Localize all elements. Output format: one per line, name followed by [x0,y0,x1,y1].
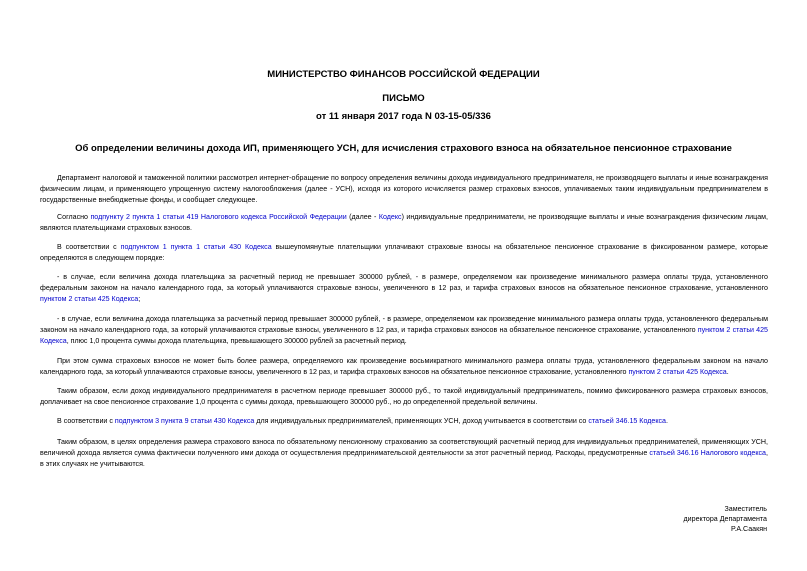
document-title: Об определении величины дохода ИП, применяющего УСН, для исчисления страхового взноса на обязательное пенсионное страхование [75,143,732,154]
paragraph-text: В соответствии с [57,243,121,251]
paragraph-text: вышеупомянутые плательщики уплачивают страховые взносы на обязательное пенсионное страхование в фиксированном размере, которые определяются в следующем порядке: [40,243,768,262]
paragraph-text: . [726,368,729,376]
link-article-425[interactable]: пунктом 2 статьи 425 Кодекса [628,368,727,376]
paragraph-6 [40,356,768,378]
paragraph-text: , в этих случаях не учитываются. [40,449,768,468]
paragraph-3 [40,242,768,264]
paragraph-text: - в случае, если величина дохода плательщика за расчетный период превышает 300000 рублей, - в размере, определяемом как произведение минимального размера оплаты труда, установленного федеральным законом на начало календарного года, за который уплачиваются страховые взносы, увеличенного в 12 раз, и тарифа страховых взносов на обязательное пенсионное страхование, установленного [40,315,768,334]
paragraph-4 [40,272,768,305]
signature-department: директора Департамента [683,515,767,523]
paragraph-text: При этом сумма страховых взносов не может быть более размера, определяемого как произведение восьмикратного минимального размера оплаты труда, установленного федеральным законом на начало календарного года, за который уплачиваются страховые взносы, увеличенного в 12 раз, и тарифа страховых взносов на обязательное пенсионное страхование, установленного [40,357,768,376]
paragraph-text: ; [138,295,141,303]
document-date-number: от 11 января 2017 года N 03-15-05/336 [316,111,491,122]
paragraph-text: В соответствии с [57,417,115,425]
link-article-425[interactable]: пунктом 2 статьи 425 Кодекса [40,295,139,303]
paragraph-text: Департамент налоговой и таможенной политики рассмотрел интернет-обращение по вопросу определения величины дохода индивидуального предпринимателя, не производящего выплаты и иные вознаграждения физическим лицам, и применяющего упрощенную систему налогообложения (далее - УСН), исходя из которого исчисляется размер страховых взносов, уплачиваемых таким индивидуальным предпринимателем в государственные внебюджетные фонды, и сообщает следующее. [40,174,768,204]
link-article-346-15[interactable]: статьей 346.15 Кодекса [588,417,666,425]
paragraph-9 [40,437,768,470]
paragraph-text: Таким образом, в целях определения размера страхового взноса по обязательному пенсионному страхованию за соответствующий расчетный период для индивидуальных предпринимателей, применяющих УСН, величиной дохода является сумма фактически полученного ими дохода от осуществления предпринимательской деятельности за этот расчетный период. Расходы, предусмотренные [40,438,768,457]
link-article-425[interactable]: пунктом 2 статьи 425 Кодекса [40,326,768,345]
signature-position: Заместитель [724,505,767,513]
paragraph-text: - в случае, если величина дохода плательщика за расчетный период не превышает 300000 рублей, - в размере, определяемом как произведение минимального размера оплаты труда, установленного федеральным законом на начало календарного года, за который уплачиваются страховые взносы, увеличенного в 12 раз, и тарифа страховых взносов на обязательное пенсионное страхование, установленного [40,273,768,292]
paragraph-1 [40,173,768,206]
link-article-430-p1[interactable]: подпунктом 1 пункта 1 статьи 430 Кодекса [120,243,272,251]
paragraph-text: для индивидуальных предпринимателей, применяющих УСН, доход учитывается в соответствии со [254,417,589,425]
paragraph-text: (далее - [346,213,379,221]
paragraph-text: , плюс 1,0 процента суммы дохода плательщика, превышающего 300000 рублей за расчетный период. [66,337,407,345]
link-code[interactable]: Кодекс [378,213,402,221]
paragraph-5 [40,314,768,347]
paragraph-text: Согласно [57,213,91,221]
link-article-419[interactable]: подпункту 2 пункта 1 статьи 419 Налогового кодекса Российской Федерации [90,213,347,221]
link-article-430-p9[interactable]: подпунктом 3 пункта 9 статьи 430 Кодекса [114,417,255,425]
paragraph-2 [40,212,768,234]
ministry-heading: МИНИСТЕРСТВО ФИНАНСОВ РОССИЙСКОЙ ФЕДЕРАЦИИ [267,69,540,80]
paragraph-text: ) индивидуальные предприниматели, не производящие выплаты и иные вознаграждения физическим лицам, являются плательщиками страховых взносов. [40,213,768,232]
paragraph-7 [40,386,768,408]
link-article-346-16[interactable]: статьей 346.16 Налогового кодекса [649,449,767,457]
paragraph-text: . [666,417,668,425]
paragraph-8 [40,416,768,427]
signature-name: Р.А.Саакян [730,525,767,533]
document-type: ПИСЬМО [382,93,425,104]
signature-block [684,504,767,534]
paragraph-text: Таким образом, если доход индивидуального предпринимателя в расчетном периоде превышает 300000 руб., то такой индивидуальный предприниматель, помимо фиксированного размера страховых взносов, доплачивает на свое пенсионное страхование 1,0 процента с суммы дохода, превышающего 300000 руб., но до определенной предельной величины. [40,387,768,406]
